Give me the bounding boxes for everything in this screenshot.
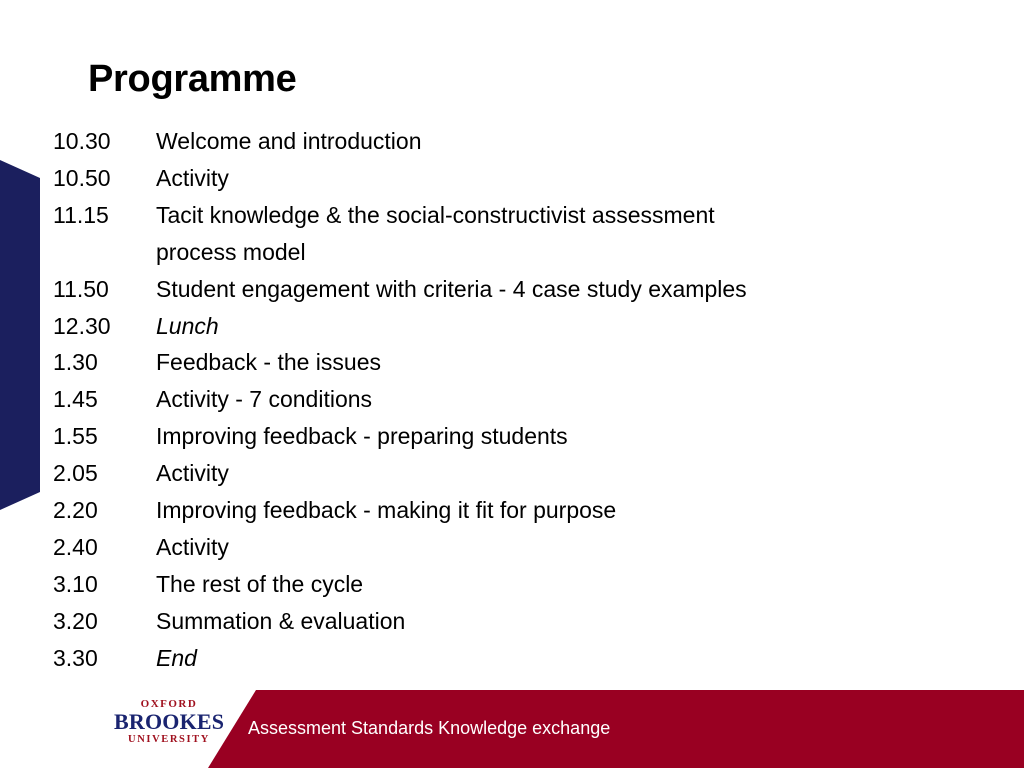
schedule-activity: Student engagement with criteria - 4 case study examples (156, 275, 747, 302)
schedule-row (53, 492, 933, 529)
schedule-row (53, 344, 933, 381)
logo-brookes-text: BROOKES (114, 709, 225, 734)
schedule-row (53, 603, 933, 640)
schedule-row (53, 455, 933, 492)
schedule-time: 3.30 (53, 644, 98, 671)
schedule-activity: Activity (156, 460, 229, 487)
schedule-row (53, 271, 933, 308)
schedule-activity: Tacit knowledge & the social-constructivist assessment (156, 201, 715, 228)
schedule-activity: Activity - 7 conditions (156, 386, 373, 413)
schedule-activity: Feedback - the issues (156, 349, 382, 376)
schedule-row (53, 640, 933, 677)
schedule-activity: process model (156, 238, 306, 265)
schedule-time: 1.45 (53, 386, 98, 413)
schedule-activity: Welcome and introduction (156, 128, 422, 154)
oxford-brookes-logo (114, 698, 224, 746)
schedule-row (53, 418, 933, 455)
schedule-time: 11.50 (53, 275, 109, 302)
schedule-row (53, 123, 933, 160)
schedule-row (53, 160, 933, 197)
schedule-row (53, 529, 933, 566)
schedule-time: 3.20 (53, 607, 98, 634)
footer-title: Assessment Standards Knowledge exchange (248, 718, 611, 738)
slide-title: Programme (88, 58, 297, 100)
schedule-time: 11.15 (53, 201, 109, 228)
schedule-row (53, 566, 933, 603)
schedule-activity: Improving feedback - preparing students (156, 423, 568, 450)
side-accent-bar (0, 0, 48, 600)
programme-schedule (53, 123, 933, 677)
schedule-activity: End (156, 644, 197, 671)
schedule-time: 2.20 (53, 497, 98, 524)
schedule-activity: The rest of the cycle (156, 570, 364, 597)
schedule-time: 2.40 (53, 533, 98, 560)
schedule-row (53, 197, 933, 234)
schedule-activity: Summation & evaluation (156, 607, 406, 634)
schedule-activity: Activity (156, 164, 229, 191)
schedule-activity: Activity (156, 533, 229, 560)
schedule-time: 3.10 (53, 570, 98, 597)
schedule-activity: Lunch (156, 312, 219, 339)
schedule-time: 1.30 (53, 349, 98, 376)
schedule-time: 12.30 (53, 312, 111, 339)
schedule-row (53, 381, 933, 418)
schedule-time: 2.05 (53, 460, 98, 487)
schedule-row (53, 308, 933, 345)
schedule-time: 10.30 (53, 128, 111, 154)
schedule-activity: Improving feedback - making it fit for purpose (156, 497, 617, 524)
schedule-time (53, 234, 156, 271)
footer-bar (0, 690, 1024, 768)
schedule-time: 10.50 (53, 164, 111, 191)
schedule-time: 1.55 (53, 423, 98, 450)
schedule-row (53, 234, 933, 271)
logo-university-text: UNIVERSITY (128, 734, 210, 745)
logo-oxford-text: OXFORD (140, 698, 198, 710)
